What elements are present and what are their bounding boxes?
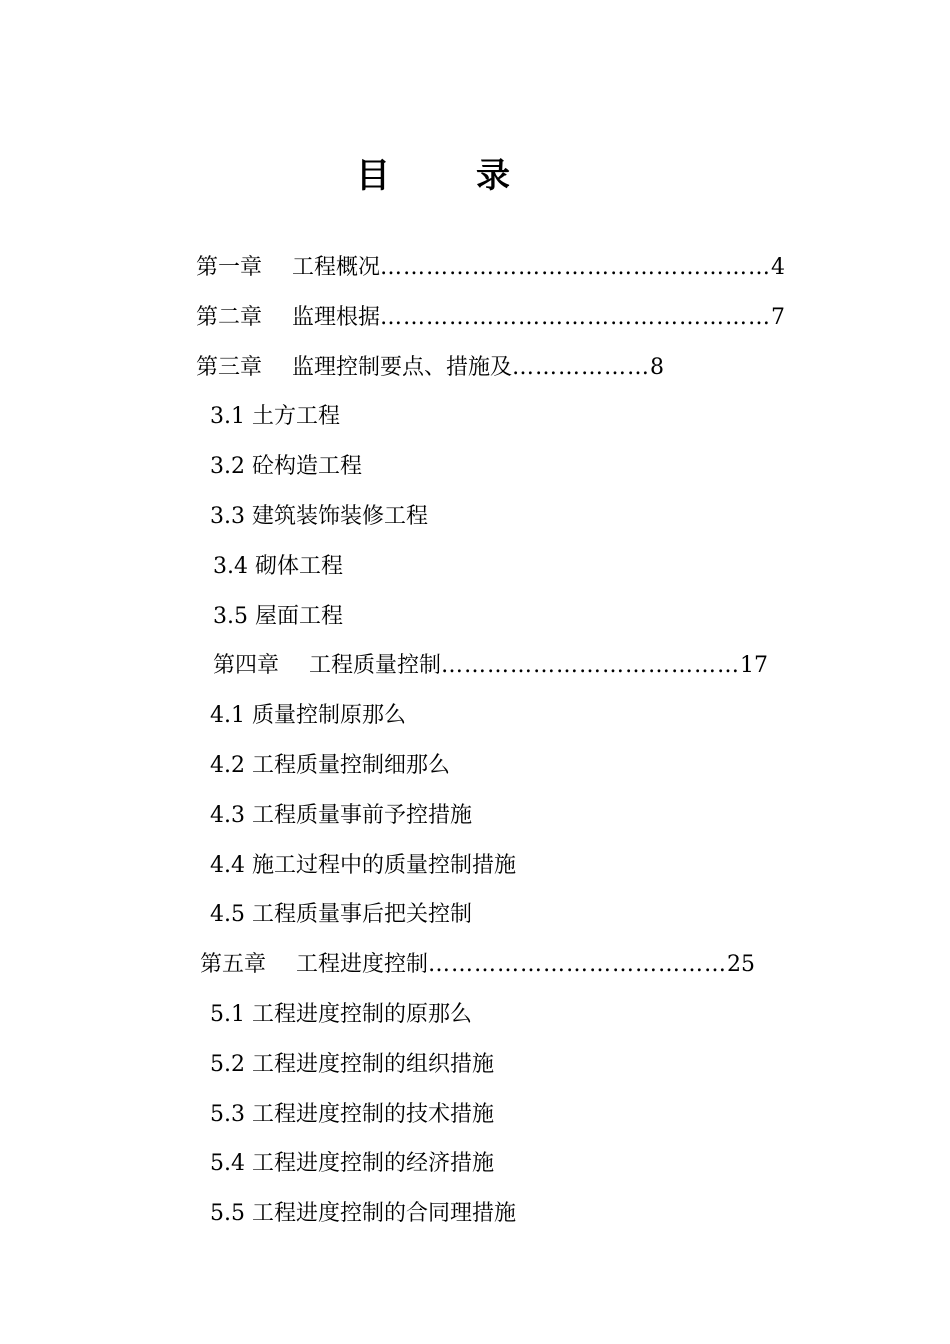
toc-section-3-2: 3.2 砼构造工程 [210,454,362,479]
chapter-name: 工程质量控制 [309,653,442,678]
toc-section-4-1: 4.1 质量控制原那么 [210,703,406,728]
toc-section-5-2: 5.2 工程进度控制的组织措施 [210,1052,494,1077]
toc-title-char-1: 目 [356,156,390,196]
toc-section-5-1: 5.1 工程进度控制的原那么 [210,1002,472,1027]
chapter-name: 工程进度控制 [296,952,429,977]
chapter-name: 监理根据 [292,305,381,330]
leader-dots: …………………………………………… [380,305,772,330]
toc-chapter-2 [196,303,785,333]
leader-dots: ……………… [512,355,651,380]
chapter-label: 第一章 [196,255,263,280]
page-number: 17 [740,653,769,678]
page-number: 4 [771,255,786,280]
chapter-label: 第三章 [196,355,263,380]
toc-chapter-3 [196,353,664,383]
toc-section-3-3: 3.3 建筑装饰装修工程 [210,504,428,529]
toc-title-char-2: 录 [476,156,510,196]
chapter-label: 第五章 [200,952,267,977]
toc-section-4-3: 4.3 工程质量事前予控措施 [210,803,472,828]
page-number: 25 [727,952,756,977]
toc-section-4-2: 4.2 工程质量控制细那么 [210,753,450,778]
toc-section-4-5: 4.5 工程质量事后把关控制 [210,902,472,927]
toc-chapter-5 [200,950,755,980]
chapter-label: 第四章 [213,653,280,678]
page-number: 8 [650,355,665,380]
toc-chapter-1 [196,253,785,283]
chapter-name: 监理控制要点、措施及 [292,355,513,380]
toc-section-3-1: 3.1 土方工程 [210,404,340,429]
chapter-label: 第二章 [196,305,263,330]
toc-chapter-4 [213,651,768,681]
page-number: 7 [771,305,786,330]
chapter-name: 工程概况 [292,255,381,280]
leader-dots: ………………………………… [428,952,728,977]
toc-section-3-5: 3.5 屋面工程 [213,604,343,629]
leader-dots: …………………………………………… [380,255,772,280]
toc-section-4-4: 4.4 施工过程中的质量控制措施 [210,853,516,878]
toc-section-5-4: 5.4 工程进度控制的经济措施 [210,1151,494,1176]
toc-section-5-3: 5.3 工程进度控制的技术措施 [210,1102,494,1127]
leader-dots: ………………………………… [441,653,741,678]
toc-section-5-5: 5.5 工程进度控制的合同理措施 [210,1201,516,1226]
toc-section-3-4: 3.4 砌体工程 [213,554,343,579]
